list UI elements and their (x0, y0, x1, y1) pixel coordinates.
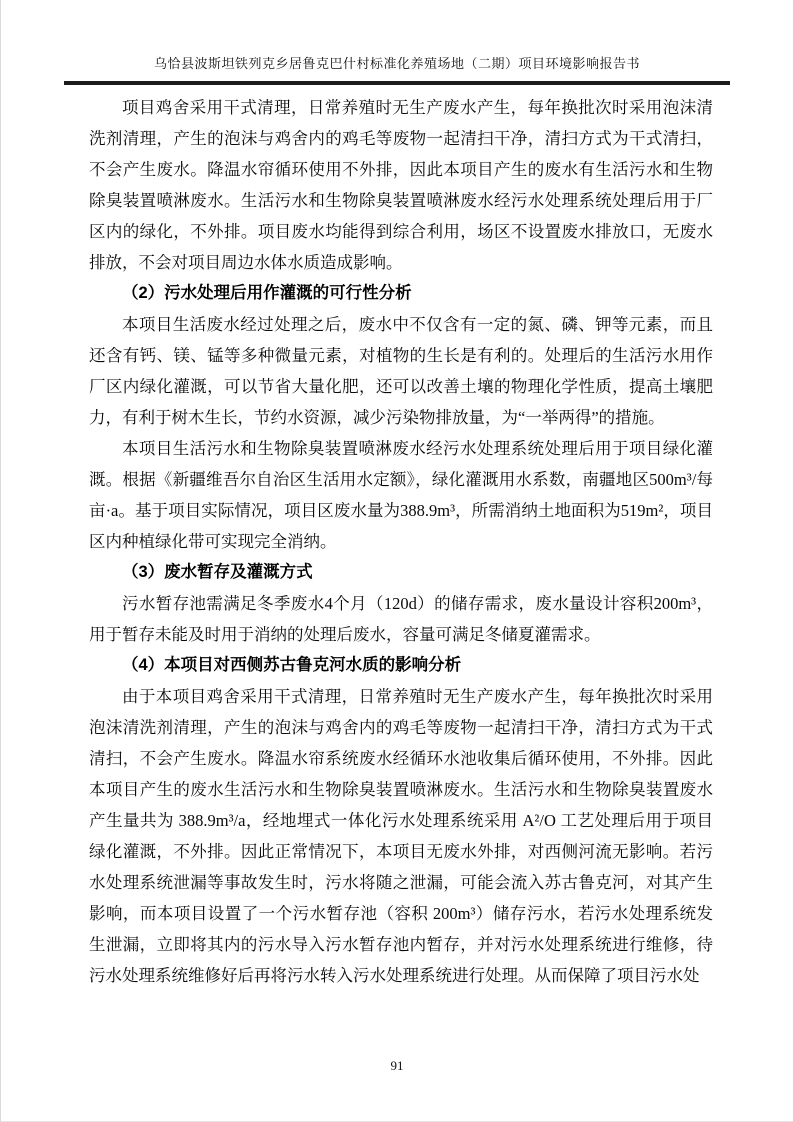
report-title: 乌恰县波斯坦铁列克乡居鲁克巴什村标准化养殖场地（二期）项目环境影响报告书 (153, 56, 640, 71)
header-double-rule (64, 81, 730, 85)
document-body (89, 92, 713, 991)
paragraph-river-impact-detail: 由于本项目鸡舍采用干式清理，日常养殖时无生产废水产生，每年换批次时采用泡沫清洗剂清理，产生的泡沫与鸡舍内的鸡毛等废物一起清扫干净，清扫方式为干式清扫，不会产生废水。降温水帘系统废水经循环水池收集后循环使用，不外排。因此本项目产生的废水生活污水和生物除臭装置喷淋废水。生活污水和生物除臭装置废水产生量共为 388.9m³/a，经地埋式一体化污水处理系统采用 A²/O 工艺处理后用于项目绿化灌溉，不外排。因此正常情况下，本项目无废水外排，对西侧河流无影响。若污水处理系统泄漏等事故发生时，污水将随之泄漏，可能会流入苏古鲁克河，对其产生影响，而本项目设置了一个污水暂存池（容积 200m³）储存污水，若污水处理系统发生泄漏，立即将其内的污水导入污水暂存池内暂存，并对污水处理系统进行维修，待污水处理系统维修好后再将污水转入污水处理系统进行处理。从而保障了项目污水处 (89, 687, 713, 985)
paragraph-irrigation-quota: 本项目生活污水和生物除臭装置喷淋废水经污水处理系统处理后用于项目绿化灌溉。根据《新疆维吾尔自治区生活用水定额》，绿化灌溉用水系数，南疆地区500m³/每亩·a。基于项目实际情况，项目区废水量为388.9m³，所需消纳土地面积为519m²，项目区内种植绿化带可实现完全消纳。 (89, 439, 713, 551)
paragraph-dry-cleaning-overview: 项目鸡舍采用干式清理，日常养殖时无生产废水产生，每年换批次时采用泡沫清洗剂清理，产生的泡沫与鸡舍内的鸡毛等废物一起清扫干净，清扫方式为干式清扫，不会产生废水。降温水帘循环使用不外排，因此本项目产生的废水有生活污水和生物除臭装置喷淋废水。生活污水和生物除臭装置喷淋废水经污水处理系统处理后用于厂区内的绿化，不外排。项目废水均能得到综合利用，场区不设置废水排放口，无废水排放，不会对项目周边水体水质造成影响。 (89, 98, 713, 272)
heading-irrigation-feasibility: （2）污水处理后用作灌溉的可行性分析 (122, 284, 412, 302)
page-footer (1, 1058, 793, 1074)
heading-river-impact-analysis: （4）本项目对西侧苏古鲁克河水质的影响分析 (122, 656, 462, 674)
heading-storage-irrigation-method: （3）废水暂存及灌溉方式 (122, 563, 313, 581)
paragraph-storage-pool-capacity: 污水暂存池需满足冬季废水4个月（120d）的储存需求，废水量设计容积200m³，用于暂存未能及时用于消纳的处理后废水，容量可满足冬储夏灌需求。 (89, 594, 713, 644)
paragraph-wastewater-nutrients: 本项目生活废水经过处理之后，废水中不仅含有一定的氮、磷、钾等元素，而且还含有钙、镁、锰等多种微量元素，对植物的生长是有利的。处理后的生活污水用作厂区内绿化灌溉，可以节省大量化肥，还可以改善土壤的物理化学性质，提高土壤肥力，有利于树木生长，节约水资源，减少污染物排放量，为“一举两得”的措施。 (89, 315, 713, 427)
page-number: 91 (390, 1058, 404, 1073)
